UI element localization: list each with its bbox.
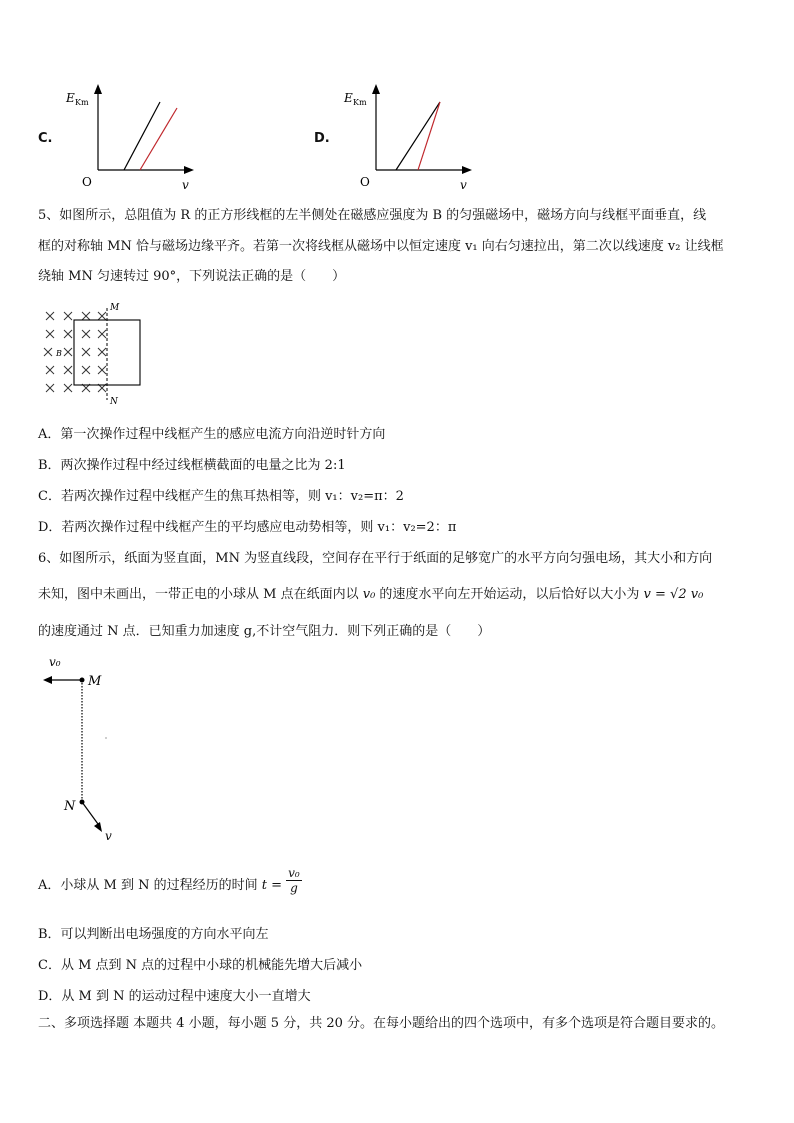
graph-c-x-arrow — [184, 166, 194, 174]
q6-stem-line-1: 6、如图所示，纸面为竖直面，MN 为竖直线段，空间存在平行于纸面的足够宽广的水平方向匀强电场，其大小和方向 — [38, 551, 713, 566]
graph-c-xlabel: v — [182, 178, 189, 192]
q6-figure — [40, 652, 130, 846]
q6-label-m: M — [88, 674, 102, 689]
v-arrow-shaft — [82, 802, 98, 824]
fraction-denominator: g — [290, 881, 298, 895]
q5-option-c: C．若两次操作过程中线框产生的焦耳热相等，则 v₁：v₂=π：2 — [38, 489, 404, 504]
q6-option-c: C．从 M 点到 N 点的过程中小球的机械能先增大后减小 — [38, 958, 363, 973]
q6-label-v0: v₀ — [49, 655, 61, 669]
q5-stem-line-2: 框的对称轴 MN 恰与磁场边缘平齐。若第一次将线框从磁场中以恒定速度 v₁ 向右匀速拉出，第二次以线速度 v₂ 让线框 — [38, 239, 724, 254]
graph-d-black-line — [396, 102, 440, 170]
section-2-heading: 二、多项选择题 本题共 4 小题，每小题 5 分，共 20 分。在每小题给出的四个选项中，有多个选项是符合题目要求的。 — [38, 1016, 725, 1031]
q5-option-d: D．若两次操作过程中线框产生的平均感应电动势相等，则 v₁：v₂=2：π — [38, 520, 457, 535]
q6-option-d: D．从 M 到 N 的运动过程中速度大小一直增大 — [38, 989, 311, 1004]
q5-stem-line-1: 5、如图所示，总阻值为 R 的正方形线框的左半侧处在磁感应强度为 B 的匀强磁场中，磁场方向与线框平面垂直，线 — [38, 208, 707, 223]
v0-arrowhead — [43, 676, 52, 684]
q5-option-b: B．两次操作过程中经过线框横截面的电量之比为 2:1 — [38, 458, 346, 473]
q6-option-a — [38, 866, 302, 895]
q6-option-a-text: A．小球从 M 到 N 的过程经历的时间 — [38, 878, 262, 893]
q5-stem-line-3: 绕轴 MN 匀速转过 90°，下列说法正确的是（ ） — [38, 269, 346, 284]
q6-v0-symbol: v₀ — [362, 587, 376, 602]
graph-c — [60, 82, 200, 194]
q6-stem-line-3: 的速度通过 N 点．已知重力加速度 g,不计空气阻力．则下列正确的是（ ） — [38, 624, 491, 639]
magnetic-field-crosses — [44, 312, 106, 392]
graph-d-ysub: Km — [353, 98, 367, 107]
q6-option-b: B．可以判断出电场强度的方向水平向左 — [38, 927, 269, 942]
graph-c-y-arrow — [94, 84, 102, 94]
graph-c-origin: O — [82, 175, 92, 189]
option-c-label: C. — [38, 131, 53, 146]
graph-d-x-arrow — [462, 166, 472, 174]
q6-stem-line-2a: 未知，图中未画出，一带正电的小球从 M 点在纸面内以 — [38, 587, 363, 602]
q5-label-m: M — [110, 303, 120, 313]
graph-d-xlabel: v — [460, 178, 467, 192]
q6-option-a-lhs: t = — [261, 878, 282, 893]
q6-label-n: N — [64, 799, 76, 814]
q6-stem-line-2 — [38, 586, 768, 604]
q5-figure — [40, 296, 150, 408]
stray-dot — [105, 737, 106, 738]
q6-label-v: v — [105, 829, 112, 843]
graph-d-origin: O — [360, 175, 370, 189]
graph-d-red-line — [418, 102, 440, 170]
graph-c-red-line — [140, 108, 177, 170]
q6-v-formula: v = √2 v₀ — [643, 587, 704, 602]
graph-d-y-arrow — [372, 84, 380, 94]
q5-label-n: N — [110, 397, 118, 407]
q5-label-b: B — [56, 349, 62, 358]
q6-option-a-fraction — [286, 866, 302, 895]
graph-c-ylabel: E — [66, 91, 75, 105]
option-d-label: D. — [314, 131, 330, 146]
graph-d — [338, 82, 478, 194]
graph-d-ylabel: E — [344, 91, 353, 105]
fraction-numerator: v₀ — [288, 866, 300, 880]
v-arrowhead — [94, 822, 102, 832]
graph-c-black-line — [124, 102, 160, 170]
q6-stem-line-2c: 的速度水平向左开始运动，以后恰好以大小为 — [375, 587, 644, 602]
graph-c-ysub: Km — [75, 98, 89, 107]
q5-option-a: A．第一次操作过程中线框产生的感应电流方向沿逆时针方向 — [38, 427, 386, 442]
